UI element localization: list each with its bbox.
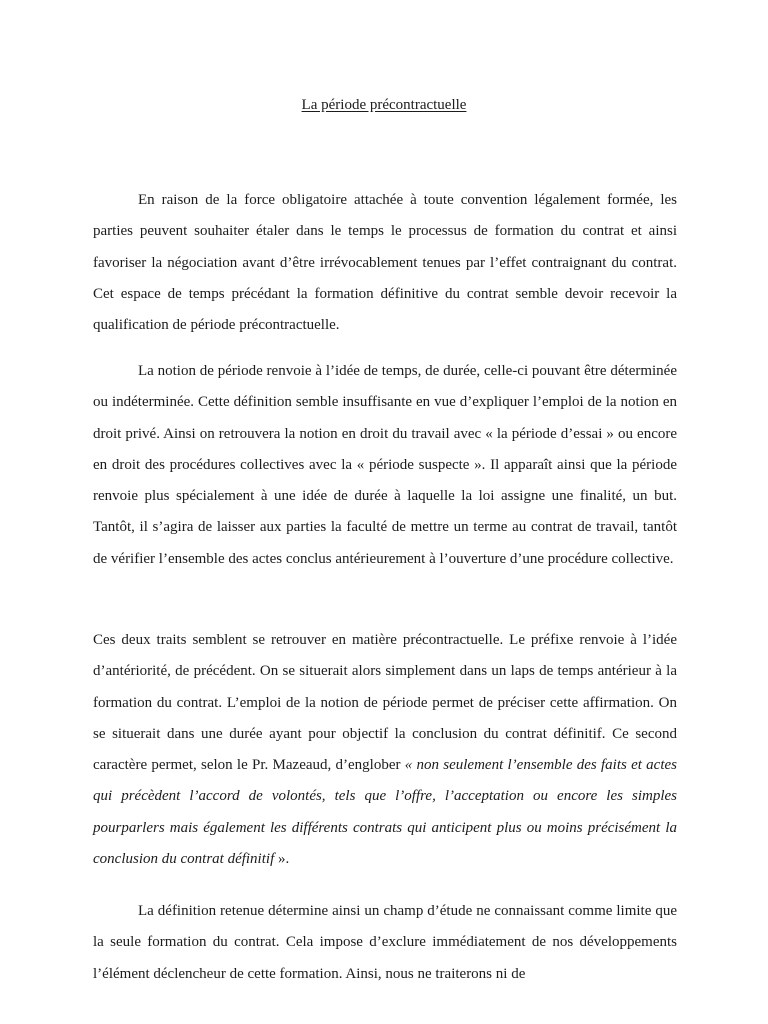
- paragraph-3: [93, 625, 677, 875]
- mazeaud-quotation: « non seulement l’ensemble des faits et actes qui précèdent l’accord de volontés, tels que l’offre, l’acceptation ou encore les simples pourparlers mais également les différents contrats qui anticipent plus ou moins précisément la conclusion du contrat définitif: [93, 757, 677, 868]
- paragraph-4: La définition retenue détermine ainsi un champ d’étude ne connaissant comme limite que la seule formation du contrat. Cela impose d’exclure immédiatement de nos développements l’élément déclencheur de cette formation. Ainsi, nous ne traiterons ni de: [93, 903, 677, 982]
- paragraph-3-closing: ».: [274, 851, 290, 868]
- paragraph-3-text: Ces deux traits semblent se retrouver en matière précontractuelle. Le préfixe renvoie à l’idée d’antériorité, de précédent. On se situerait alors simplement dans un laps de temps antérieur à la formation du contrat. L’emploi de la notion de période permet de préciser cette affirmation. On se situerait dans une durée ayant pour objectif la conclusion du contrat définitif. Ce second caractère permet, selon le Pr. Mazeaud, d’englober: [93, 632, 677, 774]
- paragraph-2: La notion de période renvoie à l’idée de temps, de durée, celle-ci pouvant être déterminée ou indéterminée. Cette définition semble insuffisante en vue d’expliquer l’emploi de la notion en droit privé. Ainsi on retrouvera la notion en droit du travail avec « la période d’essai » ou encore en droit des procédures collectives avec la « période suspecte ». Il apparaît ainsi que la période renvoie plus spécialement à une idée de durée à laquelle la loi assigne une finalité, un but. Tantôt, il s’agira de laisser aux parties la faculté de mettre un terme au contrat de travail, tantôt de vérifier l’ensemble des actes conclus antérieurement à l’ouverture d’une procédure collective.: [93, 363, 677, 567]
- page-title: La période précontractuelle: [301, 97, 467, 113]
- paragraph-1: En raison de la force obligatoire attachée à toute convention légalement formée, les parties peuvent souhaiter étaler dans le temps le processus de formation du contrat et ainsi favoriser la négociation avant d’être irrévocablement tenues par l’effet contraignant du contrat. Cet espace de temps précédant la formation définitive du contrat semble devoir recevoir la qualification de période précontractuelle.: [93, 192, 677, 334]
